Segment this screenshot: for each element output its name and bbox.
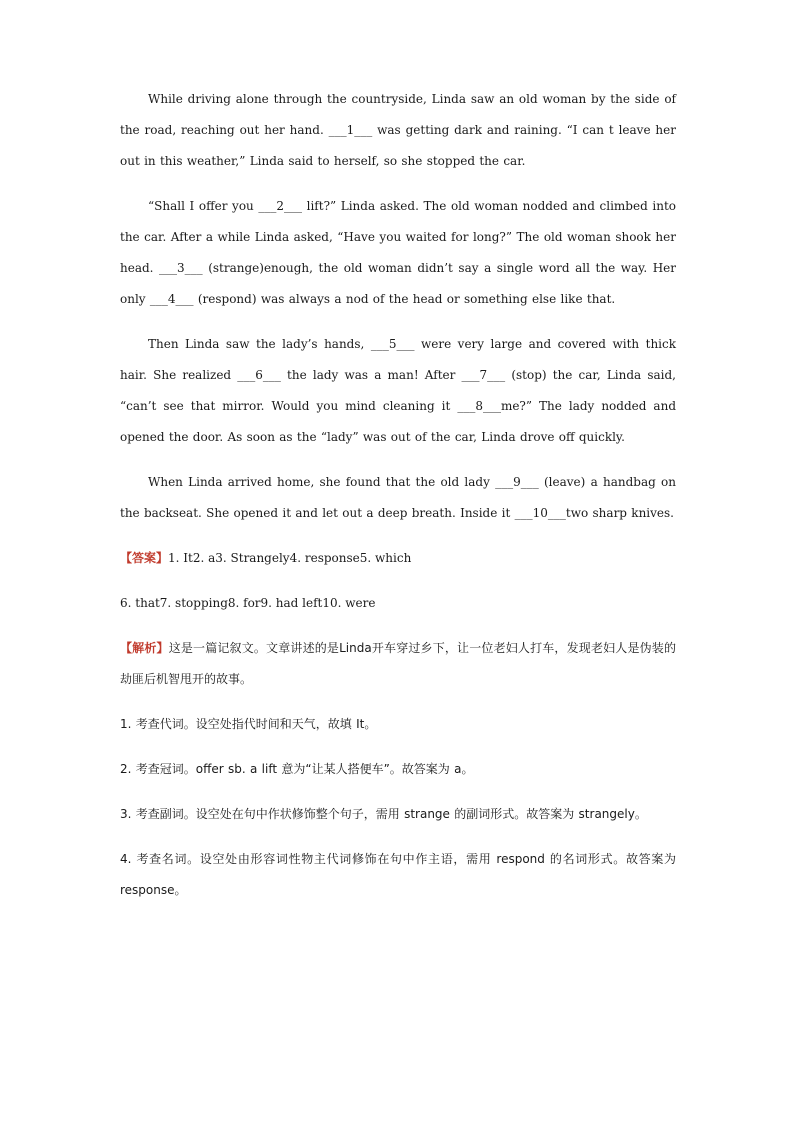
analysis-item-4: 4. 考查名词。设空处由形容词性物主代词修饰在句中作主语，需用 respond 的名词形式。故答案为 response。	[120, 852, 676, 897]
answer-line-1	[120, 543, 676, 574]
analysis-intro-text: 这是一篇记叙文。文章讲述的是Linda开车穿过乡下，让一位老妇人打车，发现老妇人是伪装的劫匪后机智甩开的故事。	[120, 641, 676, 686]
analysis-intro	[120, 633, 676, 695]
passage-paragraph-1: While driving alone through the countryside, Linda saw an old woman by the side of the road, reaching out her hand. ___1___ was getting dark and raining. “I can t leave her out in this weather,” Linda said to herself, so she stopped the car.	[120, 92, 676, 168]
analysis-item-1: 1. 考查代词。设空处指代时间和天气，故填 It。	[120, 717, 377, 731]
passage-paragraph-2: “Shall I offer you ___2___ lift?” Linda asked. The old woman nodded and climbed into the car. After a while Linda asked, “Have you waited for long?” The old woman shook her head. ___3___ (strange)enough, the old woman didn’t say a single word all the way. Her only ___4___ (respond) was always a nod of the head or something else like that.	[120, 199, 676, 306]
answer-line-2: 6. that7. stopping8. for9. had left10. were	[120, 596, 376, 610]
answer-tag: 【答案】	[120, 551, 169, 565]
passage-paragraph-4: When Linda arrived home, she found that the old lady ___9___ (leave) a handbag on the backseat. She opened it and let out a deep breath. Inside it ___10___two sharp knives.	[120, 475, 676, 520]
analysis-item-2: 2. 考查冠词。offer sb. a lift 意为“让某人搭便车”。故答案为 a。	[120, 762, 474, 776]
analysis-tag: 【解析】	[120, 641, 169, 655]
analysis-item-3: 3. 考查副词。设空处在句中作状修饰整个句子，需用 strange 的副词形式。故答案为 strangely。	[120, 807, 647, 821]
answer-text-1: 1. It2. a3. Strangely4. response5. which	[168, 551, 412, 565]
document-page	[120, 84, 676, 920]
passage-paragraph-3: Then Linda saw the lady’s hands, ___5___ were very large and covered with thick hair. She realized ___6___ the lady was a man! After ___7___ (stop) the car, Linda said, “can’t see that mirror. Would you mind cleaning it ___8___me?” The lady nodded and opened the door. As soon as the “lady” was out of the car, Linda drove off quickly.	[120, 337, 676, 444]
